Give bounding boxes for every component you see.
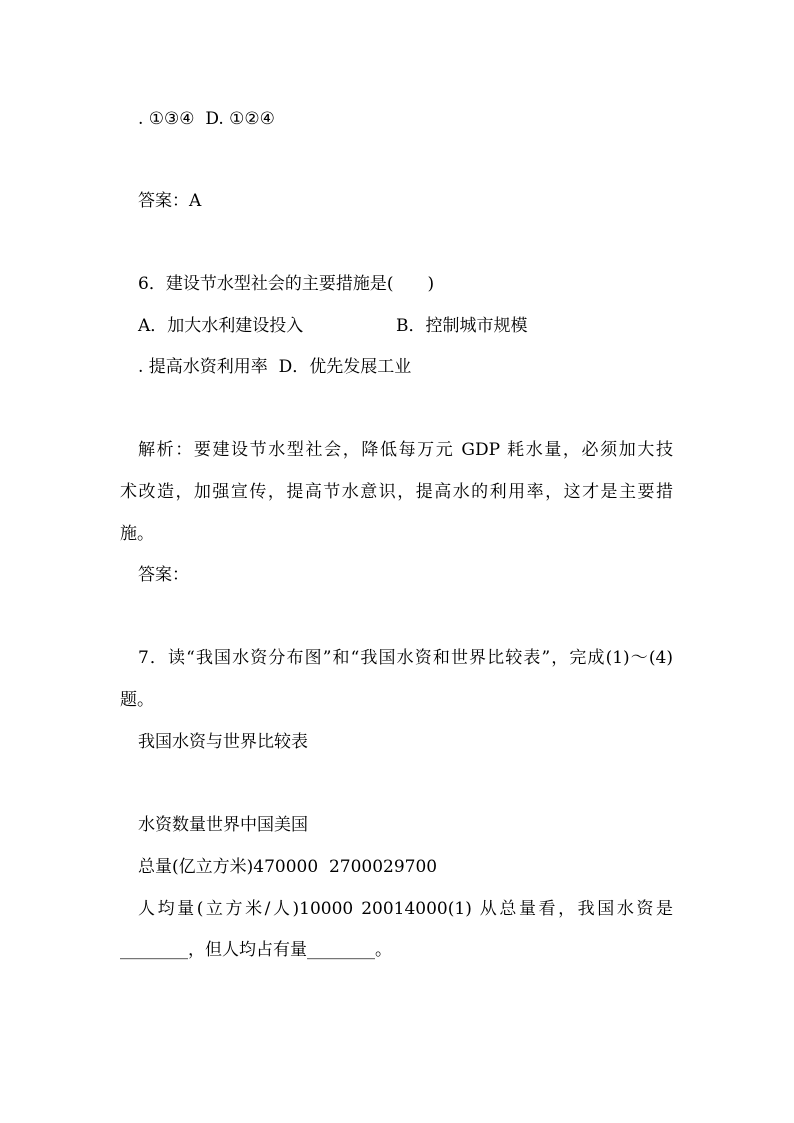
q6-analysis-line3: 施。 — [120, 524, 154, 544]
q7-table-total-row: 总量(亿立方米)470000 2700029700 — [138, 857, 438, 877]
q6-option-a: A．加大水利建设投入 — [138, 316, 304, 336]
q7-table-header-row: 水资数量世界中国美国 — [138, 815, 308, 835]
q6-analysis-line2: 术改造，加强宣传，提高节水意识，提高水的利用率，这才是主要措 — [120, 482, 673, 502]
q7-q1-blanks: ________，但人均占有量________。 — [120, 940, 392, 960]
q6-option-b: B．控制城市规模 — [396, 316, 528, 336]
q6-options-cd: . 提高水资利用率 D．优先发展工业 — [138, 357, 412, 377]
q7-stem-line2: 题。 — [120, 690, 154, 710]
q7-stem-line1: 7．读“我国水资分布图”和“我国水资和世界比较表”，完成(1)～(4) — [138, 648, 673, 668]
q6-stem: 6．建设节水型社会的主要措施是( ) — [138, 274, 435, 294]
q7-table-per-capita-row: 人均量(立方米/人)10000 20014000(1) 从总量看，我国水资是 — [138, 899, 673, 919]
q7-table-title: 我国水资与世界比较表 — [138, 732, 308, 752]
q5-options-cd: . ①③④ D. ①②④ — [138, 109, 275, 129]
q6-analysis-line1: 解析：要建设节水型社会，降低每万元 GDP 耗水量，必须加大技 — [138, 440, 673, 460]
q5-answer: 答案：A — [138, 191, 202, 211]
q6-answer: 答案： — [138, 565, 189, 585]
